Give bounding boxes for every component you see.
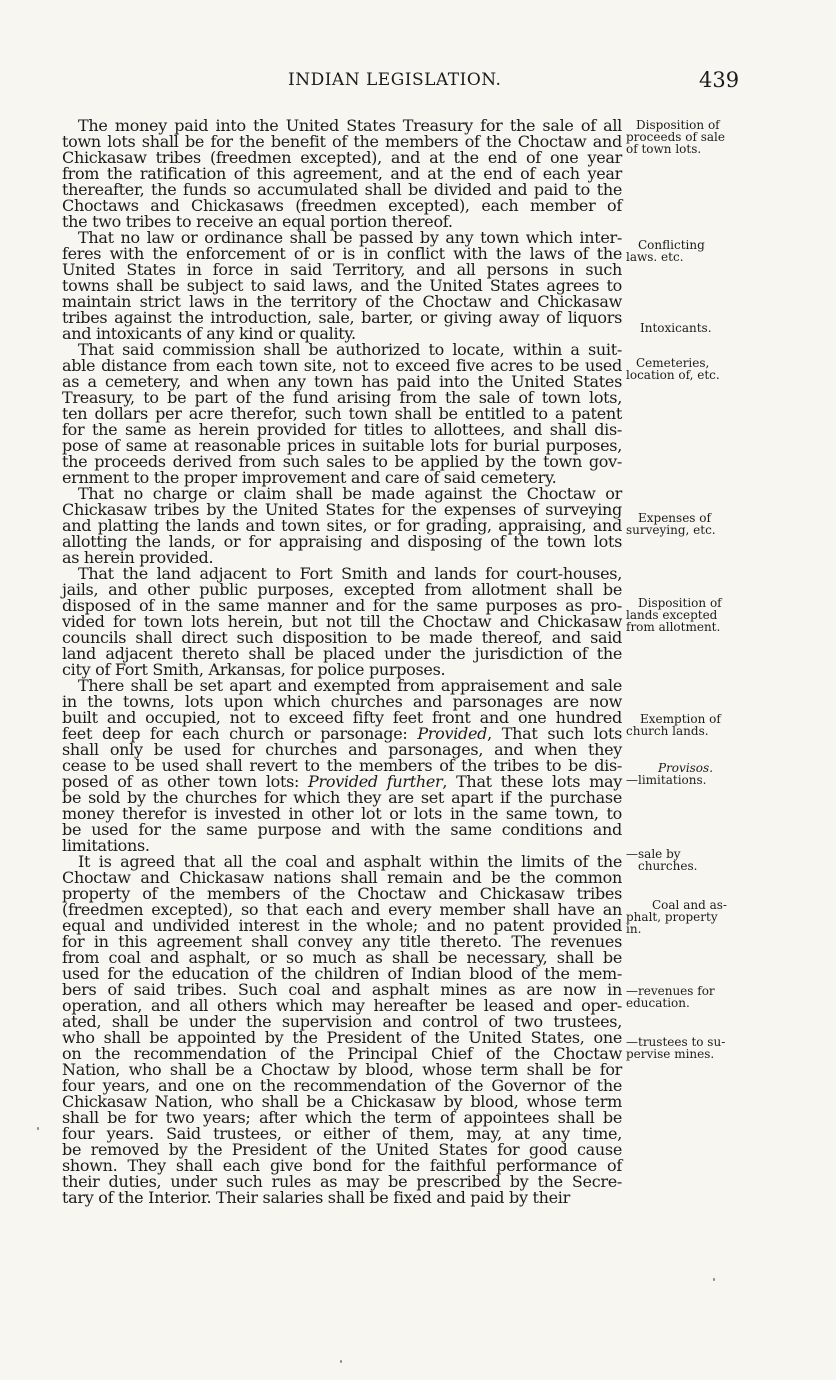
margin-note-line: —limitations.	[626, 773, 707, 787]
margin-note-line: Disposition of	[638, 596, 722, 610]
margin-note-line: education.	[626, 996, 690, 1010]
text-line: Chickasaw tribes by the United States for the expenses of surveying	[62, 500, 622, 519]
text-line: who shall be appointed by the President of the United States, one	[62, 1028, 622, 1047]
text-line: United States in force in said Territory, and all persons in such	[62, 260, 622, 279]
margin-note-line: Disposition of	[636, 118, 720, 132]
margin-note-line: laws. etc.	[626, 250, 684, 264]
text-line: shall be for two years; after which the term of appointees shall be	[62, 1108, 622, 1127]
text-line: That said commission shall be authorized to locate, within a suit-	[78, 340, 622, 359]
text-line: That no charge or claim shall be made against the Choctaw or	[78, 484, 622, 503]
print-speck	[713, 1278, 715, 1281]
margin-note-line: —trustees to su-	[626, 1035, 726, 1049]
margin-note	[626, 985, 740, 1009]
paragraph	[62, 230, 622, 342]
text-line: ten dollars per acre therefor, such town shall be entitled to a patent	[62, 404, 622, 423]
text-line: the two tribes to receive an equal portion thereof.	[62, 212, 453, 231]
text-line: for the same as herein provided for titles to allottees, and shall dis-	[62, 420, 622, 439]
text-line: Nation, who shall be a Choctaw by blood, whose term shall be for	[62, 1060, 622, 1079]
text-line: posed of as other town lots: Provided further, That these lots may	[62, 772, 622, 791]
margin-note-line: Intoxicants.	[640, 321, 712, 335]
text-line: for in this agreement shall convey any title thereto. The revenues	[62, 932, 622, 951]
paragraph	[62, 486, 622, 566]
margin-note-line: Conflicting	[638, 238, 705, 252]
text-line: jails, and other public purposes, excepted from allotment shall be	[62, 580, 622, 599]
text-line: (freedmen excepted), so that each and every member shall have an	[62, 900, 622, 919]
margin-note	[626, 762, 740, 786]
text-line: shown. They shall each give bond for the faithful performance of	[62, 1156, 622, 1175]
text-line: and intoxicants of any kind or quality.	[62, 324, 356, 343]
text-line: feet deep for each church or parsonage: Provided, That such lots	[62, 724, 622, 743]
margin-note-line: church lands.	[626, 724, 709, 738]
text-line: built and occupied, not to exceed fifty feet front and one hundred	[62, 708, 622, 727]
margin-note	[626, 239, 740, 263]
margin-note-line: location of, etc.	[626, 368, 720, 382]
text-line: be removed by the President of the United States for good cause	[62, 1140, 622, 1159]
text-line: their duties, under such rules as may be prescribed by the Secre-	[62, 1172, 622, 1191]
text-line: thereafter, the funds so accumulated shall be divided and paid to the	[62, 180, 622, 199]
text-line: towns shall be subject to said laws, and the United States agrees to	[62, 276, 622, 295]
page-number: 439	[699, 68, 740, 92]
margin-note	[626, 357, 740, 381]
text-line: Choctaw and Chickasaw nations shall remain and be the common	[62, 868, 622, 887]
margin-note-line: in.	[626, 922, 642, 936]
text-line: councils shall direct such disposition to be made thereof, and said	[62, 628, 622, 647]
margin-note	[626, 597, 740, 633]
text-line: allotting the lands, or for appraising and disposing of the town lots	[62, 532, 622, 551]
margin-note-line: proceeds of sale	[626, 130, 725, 144]
paragraph	[62, 566, 622, 678]
text-line: vided for town lots herein, but not till the Choctaw and Chickasaw	[62, 612, 622, 631]
running-head: INDIAN LEGISLATION.	[288, 70, 502, 90]
text-line: tribes against the introduction, sale, barter, or giving away of liquors	[62, 308, 622, 327]
text-line: The money paid into the United States Treasury for the sale of all	[78, 116, 622, 135]
text-line: pose of same at reasonable prices in suitable lots for burial purposes,	[62, 436, 622, 455]
margin-note-line: churches.	[638, 859, 698, 873]
text-line: Chickasaw tribes (freedmen excepted), and at the end of one year	[62, 148, 622, 167]
margin-note-line: from allotment.	[626, 620, 721, 634]
margin-note	[626, 119, 740, 155]
text-line: Choctaws and Chickasaws (freedmen excepted), each member of	[62, 196, 622, 215]
text-line: That no law or ordinance shall be passed by any town which inter-	[78, 228, 622, 247]
text-line: ated, shall be under the supervision and control of two trustees,	[62, 1012, 622, 1031]
margin-note-line: lands excepted	[626, 608, 718, 622]
text-line: property of the members of the Choctaw and Chickasaw tribes	[62, 884, 622, 903]
text-line: That the land adjacent to Fort Smith and lands for court-houses,	[78, 564, 622, 583]
text-line: four years, and one on the recommendation of the Governor of the	[62, 1076, 622, 1095]
body-text	[62, 118, 622, 1206]
margin-note	[626, 899, 740, 935]
text-line: Treasury, to be part of the fund arising from the sale of town lots,	[62, 388, 622, 407]
text-line: in the towns, lots upon which churches and parsonages are now	[62, 692, 622, 711]
text-line: Chickasaw Nation, who shall be a Chickasaw by blood, whose term	[62, 1092, 622, 1111]
text-line: equal and undivided interest in the whole; and no patent provided	[62, 916, 622, 935]
margin-note-line: of town lots.	[626, 142, 702, 156]
text-line: able distance from each town site, not to exceed five acres to be used	[62, 356, 622, 375]
text-line: the proceeds derived from such sales to be applied by the town gov-	[62, 452, 622, 471]
paragraph	[62, 678, 622, 854]
text-line: as herein provided.	[62, 548, 214, 567]
margin-note-line: —revenues for	[626, 984, 715, 998]
text-line: used for the education of the children of Indian blood of the mem-	[62, 964, 622, 983]
text-line: on the recommendation of the Principal Chief of the Choctaw	[62, 1044, 622, 1063]
text-line: maintain strict laws in the territory of the Choctaw and Chickasaw	[62, 292, 622, 311]
text-line: as a cemetery, and when any town has paid into the United States	[62, 372, 622, 391]
text-line: bers of said tribes. Such coal and asphalt mines as are now in	[62, 980, 622, 999]
margin-note-line: phalt, property	[626, 910, 718, 924]
margin-note-line: Coal and as-	[652, 898, 727, 912]
text-line: town lots shall be for the benefit of the members of the Choctaw and	[62, 132, 622, 151]
text-line: four years. Said trustees, or either of them, may, at any time,	[62, 1124, 622, 1143]
text-line: feres with the enforcement of or is in conflict with the laws of the	[62, 244, 622, 263]
text-line: city of Fort Smith, Arkansas, for police purposes.	[62, 660, 446, 679]
margin-note	[626, 512, 740, 536]
margin-note	[626, 848, 740, 872]
text-line: tary of the Interior. Their salaries shall be fixed and paid by their	[62, 1188, 570, 1207]
text-line: land adjacent thereto shall be placed under the jurisdiction of the	[62, 644, 622, 663]
text-line: cease to be used shall revert to the members of the tribes to be dis-	[62, 756, 622, 775]
text-line: limitations.	[62, 836, 150, 855]
text-line: There shall be set apart and exempted from appraisement and sale	[78, 676, 622, 695]
margin-note-line: Exemption of	[640, 712, 721, 726]
margin-note-line: pervise mines.	[626, 1047, 715, 1061]
margin-note-line: —sale by	[626, 847, 681, 861]
text-line: It is agreed that all the coal and asphalt within the limits of the	[78, 852, 622, 871]
margin-note	[626, 322, 740, 334]
margin-note-line: surveying, etc.	[626, 523, 716, 537]
paragraph	[62, 854, 622, 1206]
paragraph	[62, 118, 622, 230]
margin-note-line: Provisos.	[658, 761, 714, 775]
text-line: and platting the lands and town sites, or for grading, appraising, and	[62, 516, 622, 535]
print-speck	[340, 1360, 342, 1363]
text-line: from the ratification of this agreement, and at the end of each year	[62, 164, 622, 183]
text-line: be sold by the churches for which they are set apart if the purchase	[62, 788, 622, 807]
text-line: disposed of in the same manner and for the same purposes as pro-	[62, 596, 622, 615]
text-line: from coal and asphalt, or so much as shall be necessary, shall be	[62, 948, 622, 967]
text-line: shall only be used for churches and parsonages, and when they	[62, 740, 622, 759]
margin-note	[626, 1036, 740, 1060]
paragraph	[62, 342, 622, 486]
margin-note-line: Cemeteries,	[636, 356, 710, 370]
text-line: be used for the same purpose and with the same conditions and	[62, 820, 622, 839]
text-line: money therefor is invested in other lot or lots in the same town, to	[62, 804, 622, 823]
text-line: operation, and all others which may hereafter be leased and oper-	[62, 996, 622, 1015]
margin-note	[626, 713, 740, 737]
print-speck	[37, 1127, 39, 1130]
text-line: ernment to the proper improvement and care of said cemetery.	[62, 468, 557, 487]
margin-note-line: Expenses of	[638, 511, 711, 525]
